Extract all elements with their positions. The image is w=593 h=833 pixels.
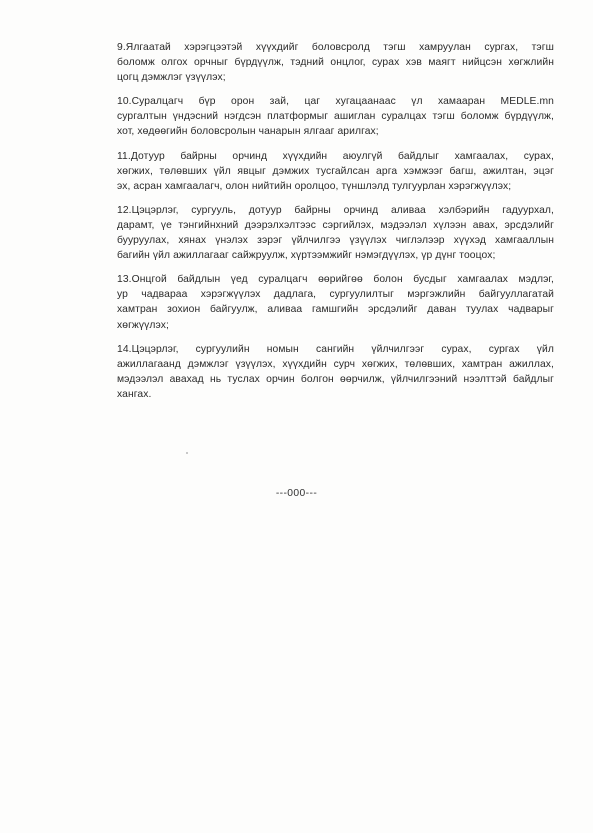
paragraph-line: боломж олгох орчныг бүрдүүлж, тэдний онцлог, сурах хэв маягт нийцсэн хөгжлийн <box>117 57 554 69</box>
paragraph-line: 14.Цэцэрлэг, сургуулийн номын сангийн үйлчилгээг сурах, сургах үйл <box>117 343 554 355</box>
paragraph-line: 13.Онцгой байдлын үед суралцагч өөрийгөө болон бусдыг хамгаалах мэдлэг, <box>117 274 554 286</box>
paragraph-line: 12.Цэцэрлэг, сургууль, дотуур байрны орчинд аливаа хэлбэрийн гадуурхал, <box>117 204 554 216</box>
paragraph-line: 10.Суралцагч бүр орон зай, цаг хугацаанаас үл хамааран MEDLE.mn <box>117 96 554 108</box>
paragraph-line: дарамт, үе тэнгийнхний дээрэлхэлтээс сэргийлэх, мэдээлэл хүлээн авах, эрсдэлийг <box>117 219 554 231</box>
paragraph-item <box>117 272 554 332</box>
paragraph-line: цогц дэмжлэг үзүүлэх; <box>117 72 226 84</box>
paragraph-line: эх, асран хамгаалагч, олон нийтийн оролцоо, түншлэлд тулгуурлан хэрэгжүүлэх; <box>117 180 512 192</box>
paragraph-line: мэдээлэл авахад нь туслах орчин болгон өөрчилж, үйлчилгээний нээлттэй байдлыг <box>117 373 554 385</box>
paragraph-item <box>117 40 554 85</box>
paragraph-line: хөгжүүлэх; <box>117 319 169 331</box>
paragraph-line: ажиллагаанд дэмжлэг үзүүлэх, хүүхдийн сурч хөгжих, төлөвших, хамтран ажиллах, <box>117 358 554 370</box>
paragraph-item <box>117 342 554 402</box>
document-end-mark: ---000--- <box>275 488 318 499</box>
paragraph-line: 9.Ялгаатай хэрэгцээтэй хүүхдийг боловсролд тэгш хамруулан сургах, тэгш <box>117 42 554 53</box>
paragraph-line: хот, хөдөөгийн боловсролын чанарын ялгааг арилгах; <box>117 126 379 138</box>
paragraph-line: бууруулах, хянах үнэлэх зэрэг үйлчилгээ үзүүлэх чиглэлээр хүүхэд хамгааллын <box>117 235 554 247</box>
paragraph-line: сургалтын үндэсний нэгдсэн платформыг ашиглан суралцах тэгш боломж бүрдүүлж, <box>117 111 554 123</box>
paragraph-item <box>117 149 554 194</box>
paragraph-item <box>117 203 554 263</box>
paragraph-line: ур чадвараа хэрэгжүүлэх дадлага, сургуулилтыг мэргэжлийн байгууллагатай <box>117 289 554 301</box>
paragraph-line: хөгжих, төлөвших үйл явцыг дэмжих тусгайлсан арга хэмжээг багш, ажилтан, эцэг <box>117 165 554 177</box>
paragraph-line: хангах. <box>117 388 152 400</box>
paragraph-line: багийн үйл ажиллагааг сайжруулж, хүртээмжийг нэмэгдүүлэх, үр дүнг тооцох; <box>117 250 496 262</box>
document-body <box>117 40 554 411</box>
paragraph-item <box>117 94 554 139</box>
scan-speck <box>186 452 188 454</box>
paragraph-line: хамтран зохион байгуулж, аливаа гамшгийн эрсдэлийг даван туулах чадварыг <box>117 304 554 316</box>
paragraph-line: 11.Дотуур байрны орчинд хүүхдийн аюулгүй байдлыг хамгаалах, сурах, <box>117 150 554 162</box>
